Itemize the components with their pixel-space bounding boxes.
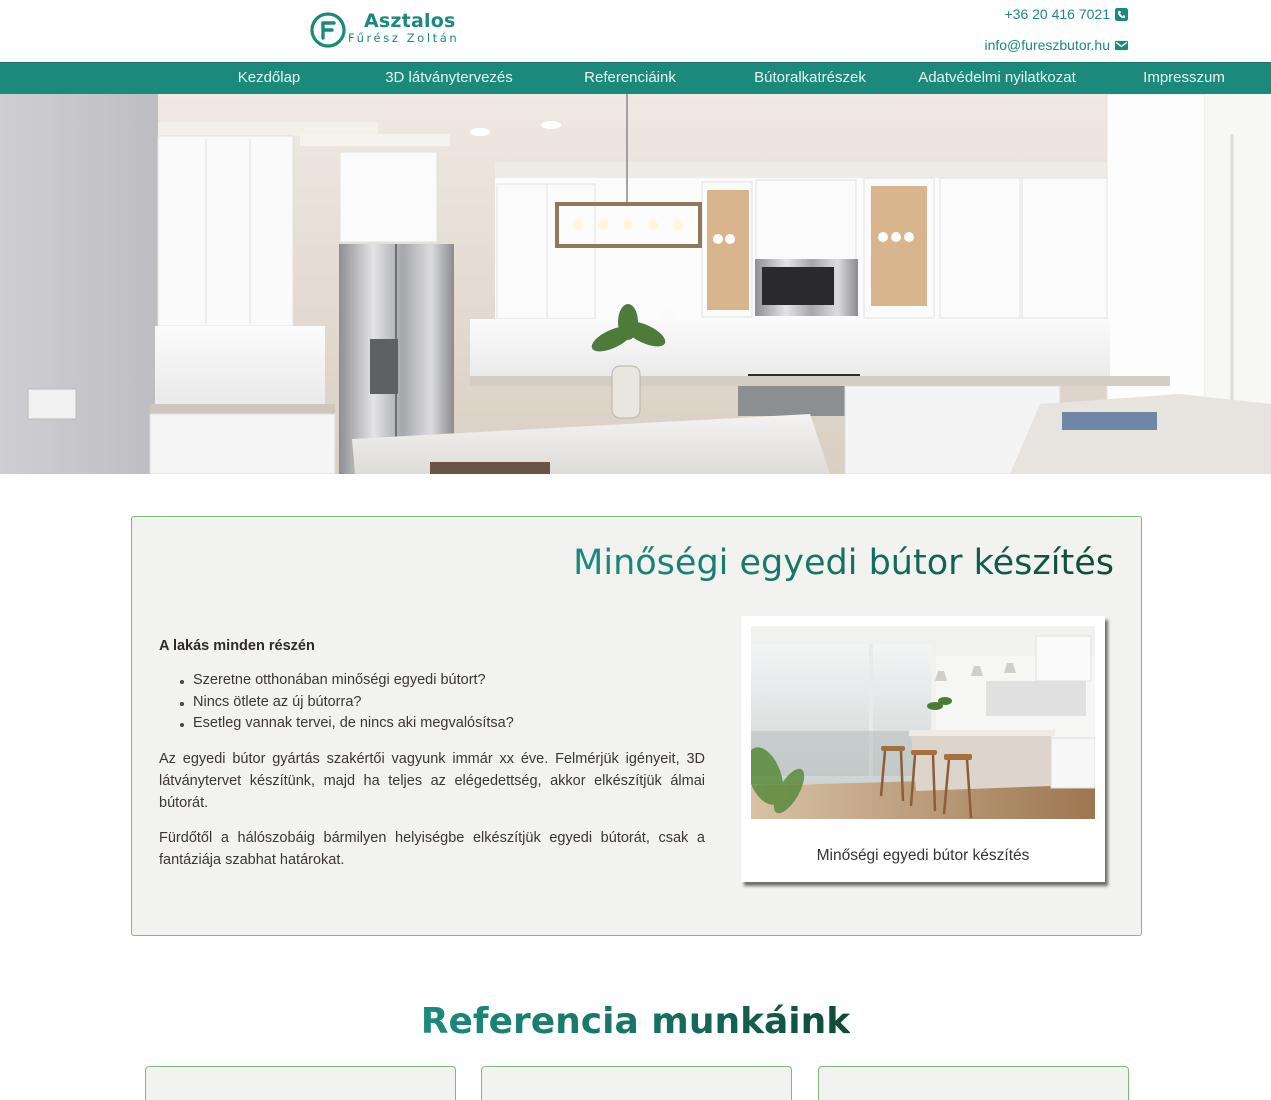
site-logo[interactable] — [309, 10, 458, 50]
kitchen-photo — [0, 94, 1271, 474]
nav-item-kezdolap[interactable]: Kezdőlap — [237, 69, 301, 86]
phone-number: +36 20 416 7021 — [1004, 6, 1110, 22]
reference-card[interactable] — [145, 1066, 456, 1100]
intro-paragraph: Az egyedi bútor gyártás szakértői vagyunk immár xx éve. Felmérjük igényeit, 3D látványtervet készítünk, majd ha teljes az elégedettség, akkor elkészítjük álmai bútorát. — [159, 750, 705, 811]
nav-item-adatvedelmi-nyilatkozat[interactable]: Adatvédelmi nyilatkozat — [918, 69, 1076, 86]
list-item: Nincs ötlete az új bútorra? — [193, 692, 705, 714]
figure-caption: Minőségi egyedi bútor készítés — [816, 847, 1030, 864]
main-nav — [0, 62, 1271, 94]
intro-section — [131, 516, 1142, 936]
kitchen-thumbnail-image — [751, 626, 1095, 819]
nav-item-impresszum[interactable]: Impresszum — [1143, 69, 1225, 86]
intro-title: Minőségi egyedi bútor készítés — [573, 543, 1114, 583]
email-address: info@fureszbutor.hu — [984, 37, 1110, 53]
references-title-text: Referencia munkáink — [420, 1001, 851, 1042]
site-header — [0, 0, 1271, 62]
nav-item-referenciaink[interactable]: Referenciáink — [584, 69, 676, 86]
logo-subtitle: Fűrész Zoltán — [348, 31, 460, 45]
logo-f-icon — [309, 11, 347, 49]
hero-image — [0, 94, 1271, 474]
phone-link[interactable] — [1005, 6, 1129, 22]
nav-item-butoralkatreszek[interactable]: Bútoralkatrészek — [754, 69, 866, 86]
list-item: Szeretne otthonában minőségi egyedi bútort? — [193, 670, 705, 692]
intro-figure — [741, 616, 1105, 882]
intro-bullet-list — [193, 670, 705, 735]
intro-paragraph: Fürdőtől a hálószobáig bármilyen helyiségbe elkészítjük egyedi bútorát, csak a fantáziája szabhat határokat. — [159, 829, 705, 868]
reference-card[interactable] — [481, 1066, 792, 1100]
intro-text — [159, 635, 705, 884]
logo-title: Asztalos — [364, 10, 456, 32]
intro-subheading: A lakás minden részén — [159, 638, 315, 654]
list-item: Esetleg vannak tervei, de nincs aki megvalósítsa? — [193, 713, 705, 735]
reference-card[interactable] — [818, 1066, 1129, 1100]
phone-square-icon — [1115, 8, 1128, 21]
envelope-icon — [1115, 39, 1128, 52]
email-link[interactable] — [984, 37, 1128, 53]
nav-item-3d-latvanytervezes[interactable]: 3D látványtervezés — [385, 69, 513, 86]
references-title — [0, 1001, 1271, 1042]
logo-text — [346, 11, 458, 49]
